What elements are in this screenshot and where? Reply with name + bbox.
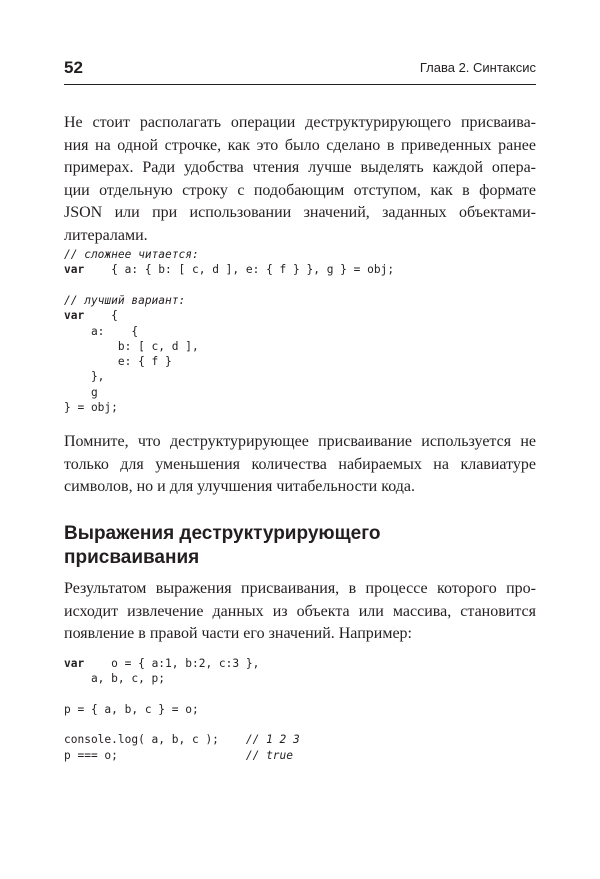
code-text: { [84, 309, 118, 323]
text-line: исходит извлечение данных из объекта или массива, становится [64, 602, 536, 620]
code-keyword: var [64, 657, 85, 670]
text-line: Результатом выражения присваивания, в процессе которого про- [64, 580, 536, 597]
code-text: o = { a:1, b:2, c:3 }, [84, 657, 260, 670]
text-line: примерах. Ради удобства чтения лучше выделять каждой опера- [64, 159, 536, 176]
paragraph-2 [64, 431, 536, 499]
text-line: символов, но и для улучшения читабельности кода. [64, 478, 415, 495]
running-title: Глава 2. Синтаксис [419, 60, 536, 75]
text-line: ции отдельную строку с подобающим отступом, как в формате [64, 181, 536, 199]
paragraph-3 [64, 578, 536, 646]
code-text: b: [ c, d ], [64, 339, 199, 353]
code-comment: // true [245, 748, 294, 762]
code-text: console.log( a, b, c ); [64, 733, 246, 747]
code-text: a: { [64, 324, 139, 338]
code-text: g [64, 385, 98, 399]
heading-line: присваивания [64, 547, 200, 568]
code-text: p === o; [64, 748, 246, 762]
section-heading [64, 522, 536, 570]
text-line: Помните, что деструктурирующее присваивание используется не [64, 433, 536, 450]
code-block-1 [64, 247, 394, 278]
code-comment: // 1 2 3 [245, 733, 300, 747]
text-line: Не стоит располагать операции деструктурирующего присваива- [64, 114, 536, 131]
text-line: литералами. [64, 226, 148, 244]
paragraph-1 [64, 112, 536, 247]
code-block-2 [64, 293, 199, 415]
code-text: p = { a, b, c } = o; [64, 702, 199, 716]
code-keyword: var [64, 263, 85, 277]
text-line: ния на одной строчке, как это было сделано в приведенных ранее [64, 136, 536, 154]
code-text: }, [64, 370, 105, 384]
code-text: a, b, c, p; [64, 672, 166, 686]
header-rule [64, 84, 536, 85]
page-number: 52 [64, 58, 83, 77]
heading-line: Выражения деструктурирующего [64, 523, 381, 544]
code-text: e: { f } [64, 355, 172, 369]
code-keyword: var [64, 309, 85, 323]
code-block-3 [64, 656, 300, 763]
text-line: JSON или при использовании значений, заданных объектами- [64, 204, 536, 221]
code-comment: // лучший вариант: [64, 294, 186, 307]
text-line: только для уменьшения количества набираемых на клавиатуре [64, 455, 536, 473]
code-text: { a: { b: [ c, d ], e: { f } }, g } = obj; [84, 263, 395, 277]
code-text: } = obj; [64, 401, 118, 415]
page-header [64, 58, 536, 88]
text-line: появление в правой части его значений. Например: [64, 625, 412, 642]
code-comment: // сложнее читается: [64, 248, 199, 261]
